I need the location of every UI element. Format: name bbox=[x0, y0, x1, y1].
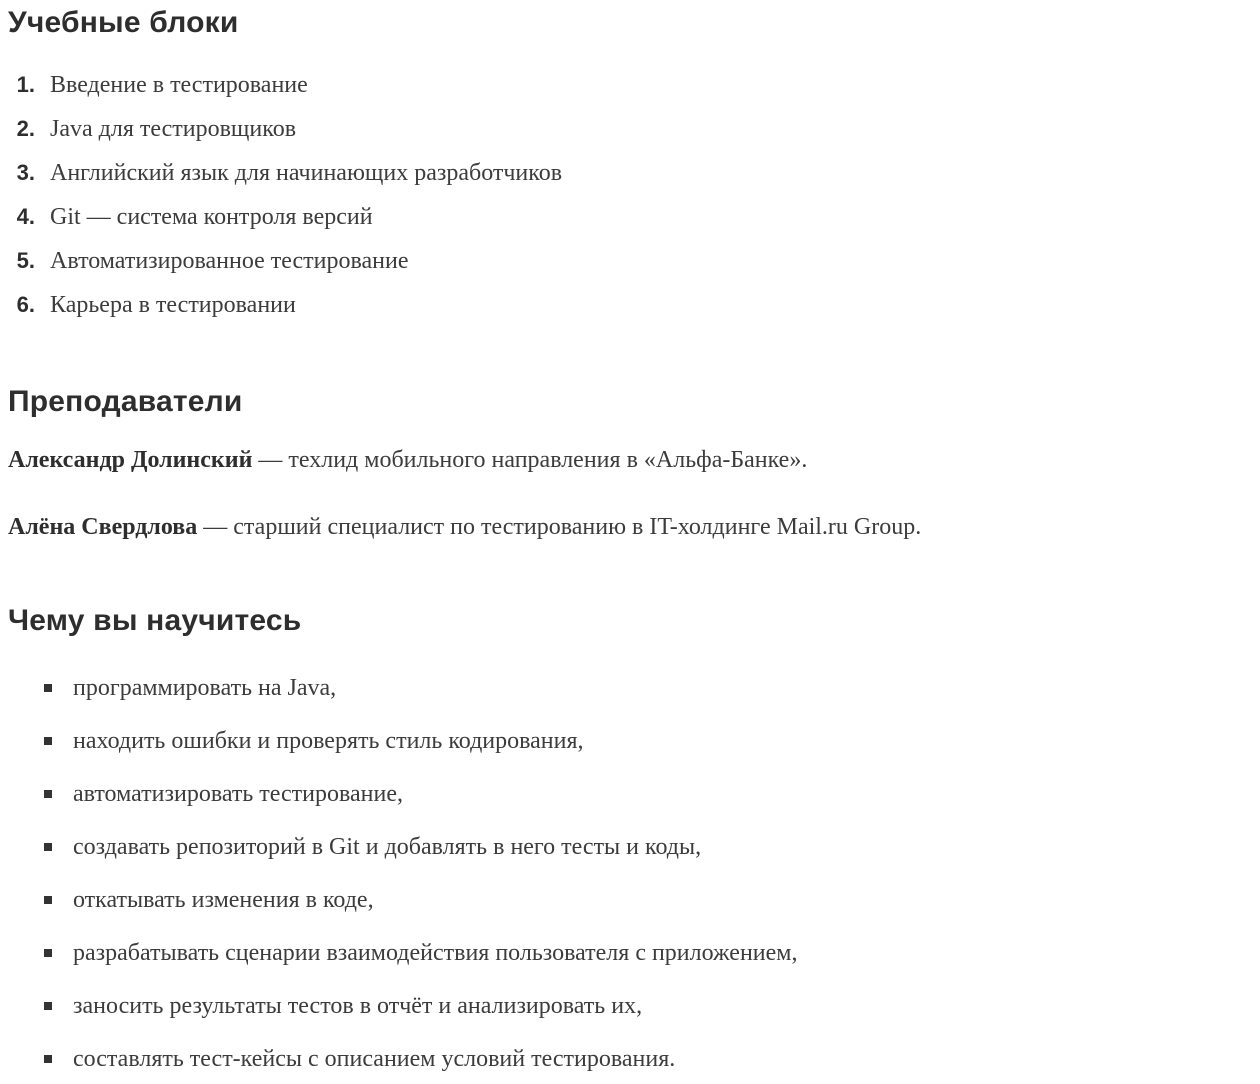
list-item-text: разрабатывать сценарии взаимодействия пользователя с приложением, bbox=[73, 939, 798, 966]
list-item-text: Карьера в тестировании bbox=[50, 291, 296, 318]
learning-blocks-section bbox=[8, 6, 1236, 319]
list-item-text: программировать на Java, bbox=[73, 674, 337, 701]
list-item-text: составлять тест-кейсы с описанием условий тестирования. bbox=[73, 1045, 676, 1072]
learning-blocks-title: Учебные блоки bbox=[8, 6, 239, 39]
list-item bbox=[8, 159, 1236, 187]
skills-list bbox=[8, 673, 1236, 1074]
course-description-page bbox=[8, 6, 1236, 1074]
list-item bbox=[8, 291, 1236, 319]
list-item-number: 1. bbox=[16, 71, 35, 97]
square-bullet-icon bbox=[44, 790, 52, 798]
list-item-text: Английский язык для начинающих разработчиков bbox=[50, 159, 563, 186]
list-item-text: откатывать изменения в коде, bbox=[73, 886, 374, 913]
teachers-section bbox=[8, 385, 1236, 543]
list-item-text: Автоматизированное тестирование bbox=[50, 247, 409, 274]
list-item-text: Java для тестировщиков bbox=[50, 115, 297, 142]
list-item bbox=[8, 938, 1236, 968]
list-item bbox=[8, 203, 1236, 231]
list-item-number: 3. bbox=[16, 159, 35, 185]
square-bullet-icon bbox=[44, 896, 52, 904]
list-item-number: 4. bbox=[16, 203, 35, 229]
list-item-number: 2. bbox=[16, 115, 35, 141]
teacher-description: — старший специалист по тестированию в IT-холдинге Mail.ru Group. bbox=[197, 514, 922, 540]
list-item bbox=[8, 726, 1236, 756]
list-item bbox=[8, 779, 1236, 809]
list-item bbox=[8, 247, 1236, 275]
square-bullet-icon bbox=[44, 1002, 52, 1010]
list-item-text: Введение в тестирование bbox=[50, 71, 308, 98]
list-item bbox=[8, 991, 1236, 1021]
list-item-number: 5. bbox=[16, 247, 35, 273]
skills-section bbox=[8, 604, 1236, 1074]
list-item bbox=[8, 1044, 1236, 1074]
square-bullet-icon bbox=[44, 949, 52, 957]
square-bullet-icon bbox=[44, 684, 52, 692]
list-item-text: заносить результаты тестов в отчёт и анализировать их, bbox=[73, 992, 643, 1019]
teachers-title: Преподаватели bbox=[8, 384, 243, 418]
list-item-text: находить ошибки и проверять стиль кодирования, bbox=[73, 727, 584, 754]
learning-blocks-list bbox=[8, 71, 1236, 319]
square-bullet-icon bbox=[44, 843, 52, 851]
teacher-entry bbox=[8, 512, 1236, 542]
square-bullet-icon bbox=[44, 1055, 52, 1063]
teacher-description: — техлид мобильного направления в «Альфа-Банке». bbox=[252, 447, 808, 473]
teacher-entry bbox=[8, 445, 1236, 475]
list-item-text: автоматизировать тестирование, bbox=[73, 780, 404, 807]
list-item bbox=[8, 885, 1236, 915]
list-item-text: создавать репозиторий в Git и добавлять в него тесты и коды, bbox=[73, 833, 702, 860]
list-item bbox=[8, 71, 1236, 99]
square-bullet-icon bbox=[44, 737, 52, 745]
teacher-name: Алёна Свердлова bbox=[8, 514, 198, 540]
teacher-name: Александр Долинский bbox=[8, 447, 253, 473]
list-item-number: 6. bbox=[16, 291, 35, 317]
list-item bbox=[8, 115, 1236, 143]
list-item bbox=[8, 673, 1236, 703]
list-item bbox=[8, 832, 1236, 862]
skills-title: Чему вы научитесь bbox=[8, 604, 302, 637]
list-item-text: Git — система контроля версий bbox=[50, 203, 373, 230]
